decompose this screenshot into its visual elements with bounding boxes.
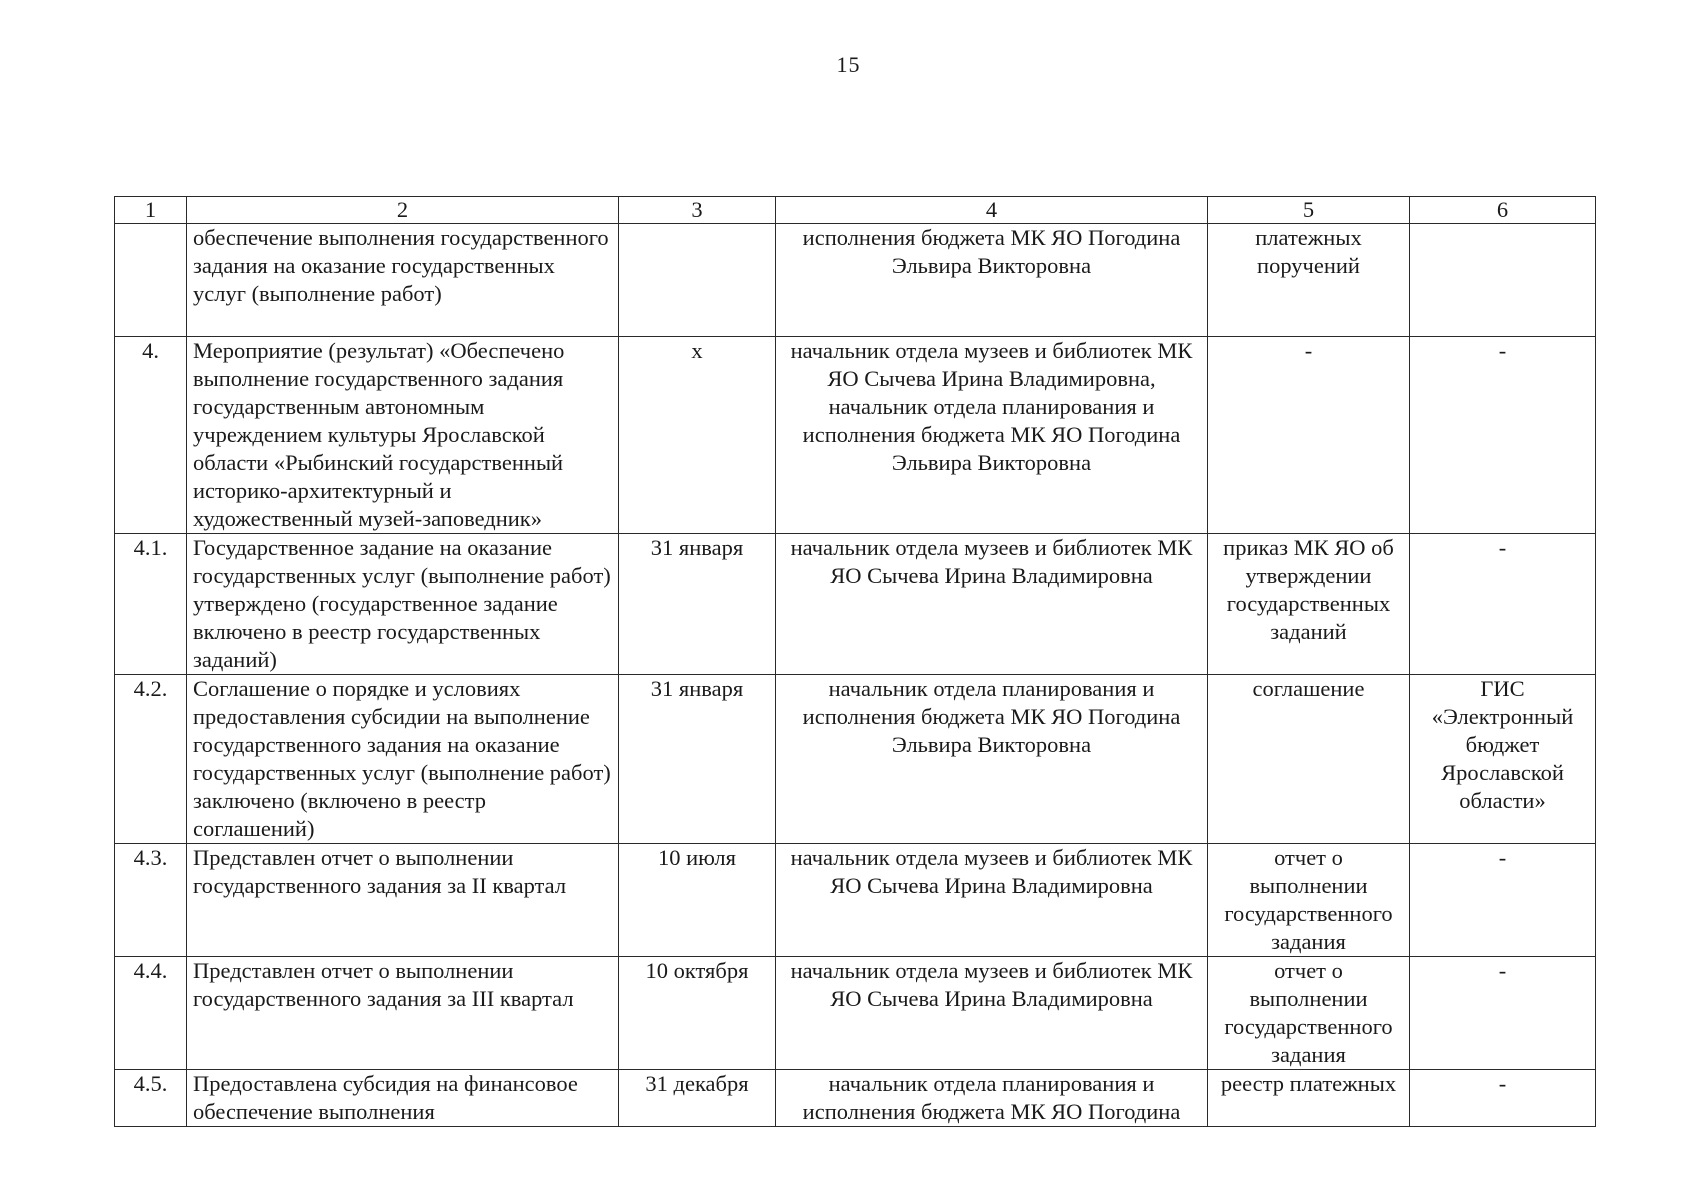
event-cell: Государственное задание на оказание государственных услуг (выполнение работ) утверждено (государственное задание включено в реестр государственных заданий) (187, 534, 619, 675)
date-cell: 31 января (619, 534, 776, 675)
document-cell: - (1208, 337, 1410, 534)
responsible-cell: начальник отдела музеев и библиотек МК ЯО Сычева Ирина Владимировна (776, 844, 1208, 957)
system-cell: - (1410, 844, 1596, 957)
date-cell: 31 января (619, 675, 776, 844)
table-row (115, 675, 1596, 844)
event-cell: Представлен отчет о выполнении государственного задания за II квартал (187, 844, 619, 957)
date-cell (619, 224, 776, 337)
responsible-cell: начальник отдела музеев и библиотек МК ЯО Сычева Ирина Владимировна, начальник отдела планирования и исполнения бюджета МК ЯО Погодина Эльвира Викторовна (776, 337, 1208, 534)
event-cell: Представлен отчет о выполнении государственного задания за III квартал (187, 957, 619, 1070)
table-row (115, 224, 1596, 337)
responsible-cell: начальник отдела планирования и исполнения бюджета МК ЯО Погодина Эльвира Викторовна (776, 675, 1208, 844)
system-cell: ГИС «Электронный бюджет Ярославской области» (1410, 675, 1596, 844)
table-row (115, 337, 1596, 534)
system-cell: - (1410, 534, 1596, 675)
column-header: 6 (1410, 197, 1596, 224)
column-header: 1 (115, 197, 187, 224)
system-cell: - (1410, 957, 1596, 1070)
row-number: 4.3. (115, 844, 187, 957)
event-cell: обеспечение выполнения государственного задания на оказание государственных услуг (выполнение работ) (187, 224, 619, 337)
document-cell: отчет о выполнении государственного задания (1208, 844, 1410, 957)
document-cell: платежных поручений (1208, 224, 1410, 337)
document-cell: отчет о выполнении государственного задания (1208, 957, 1410, 1070)
responsible-cell: начальник отдела музеев и библиотек МК ЯО Сычева Ирина Владимировна (776, 957, 1208, 1070)
date-cell: 10 октября (619, 957, 776, 1070)
row-number: 4. (115, 337, 187, 534)
system-cell (1410, 224, 1596, 337)
table-row (115, 534, 1596, 675)
table-row (115, 957, 1596, 1070)
row-number: 4.4. (115, 957, 187, 1070)
event-cell: Соглашение о порядке и условиях предоставления субсидии на выполнение государственного задания на оказание государственных услуг (выполнение работ) заключено (включено в реестр соглашений) (187, 675, 619, 844)
date-cell: х (619, 337, 776, 534)
date-cell: 10 июля (619, 844, 776, 957)
column-header: 4 (776, 197, 1208, 224)
row-number: 4.5. (115, 1070, 187, 1127)
column-header: 5 (1208, 197, 1410, 224)
column-header: 3 (619, 197, 776, 224)
document-cell: соглашение (1208, 675, 1410, 844)
table-header-row (115, 197, 1596, 224)
row-number: 4.2. (115, 675, 187, 844)
responsible-cell: исполнения бюджета МК ЯО Погодина Эльвира Викторовна (776, 224, 1208, 337)
row-number: 4.1. (115, 534, 187, 675)
event-cell: Предоставлена субсидия на финансовое обеспечение выполнения (187, 1070, 619, 1127)
system-cell: - (1410, 337, 1596, 534)
responsible-cell: начальник отдела музеев и библиотек МК ЯО Сычева Ирина Владимировна (776, 534, 1208, 675)
document-cell: приказ МК ЯО об утверждении государственных заданий (1208, 534, 1410, 675)
plan-table (114, 196, 1596, 1127)
table-row (115, 844, 1596, 957)
document-cell: реестр платежных (1208, 1070, 1410, 1127)
page-number: 15 (836, 52, 861, 77)
event-cell: Мероприятие (результат) «Обеспечено выполнение государственного задания государственным автономным учреждением культуры Ярославской области «Рыбинский государственный историко-архитектурный и художественный музей-заповедник» (187, 337, 619, 534)
date-cell: 31 декабря (619, 1070, 776, 1127)
column-header: 2 (187, 197, 619, 224)
responsible-cell: начальник отдела планирования и исполнения бюджета МК ЯО Погодина (776, 1070, 1208, 1127)
table-row (115, 1070, 1596, 1127)
system-cell: - (1410, 1070, 1596, 1127)
row-number (115, 224, 187, 337)
